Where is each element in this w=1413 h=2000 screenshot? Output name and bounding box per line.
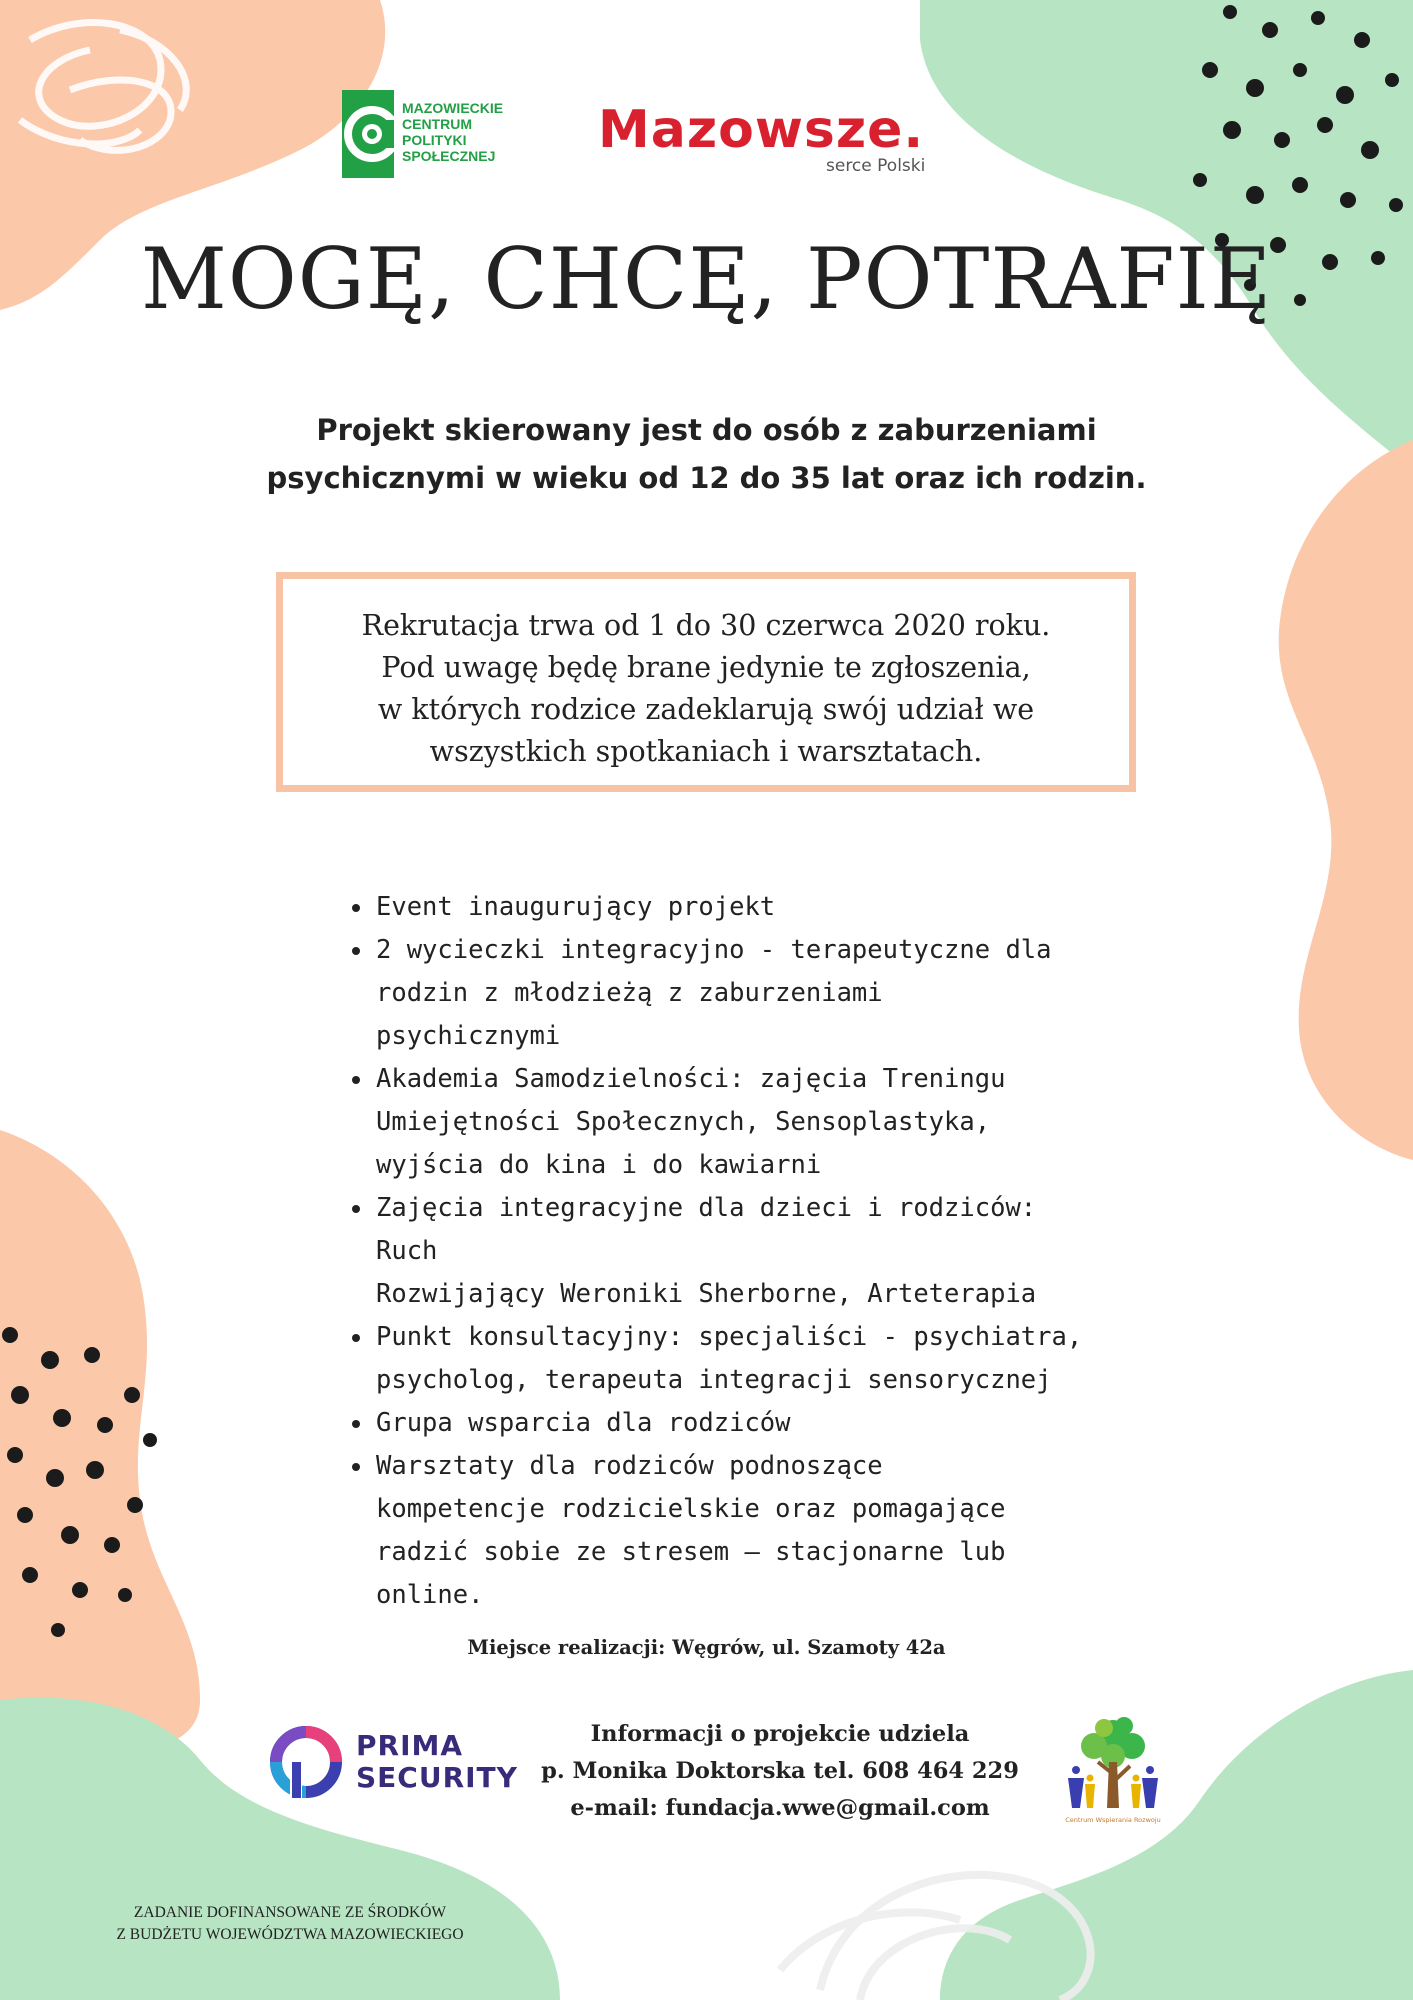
recruitment-line: Rekrutacja trwa od 1 do 30 czerwca 2020 roku. — [361, 609, 1051, 642]
project-description — [200, 406, 1213, 502]
list-item: Akademia Samodzielności: zajęcia Treningu Umiejętności Społecznych, Sensoplastyka, wyjścia do kina i do kawiarni — [348, 1058, 1108, 1187]
prima-p-icon — [266, 1722, 346, 1802]
contact-info — [520, 1716, 1040, 1827]
list-item: Punkt konsultacyjny: specjaliści - psychiatra, psycholog, terapeuta integracji sensorycznej — [348, 1316, 1108, 1402]
tree-icon — [1058, 1712, 1168, 1816]
recruitment-box — [276, 572, 1136, 792]
prima-security-logo — [266, 1722, 516, 1802]
peach-blob-left — [0, 1130, 200, 1760]
mcps-c-icon — [342, 90, 394, 178]
mcps-logo-mark — [342, 90, 394, 178]
mazowsze-logo-tagline: serce Polski — [826, 156, 926, 176]
funding-note — [60, 1902, 520, 1946]
location-info: Miejsce realizacji: Węgrów, ul. Szamoty 42a — [467, 1636, 946, 1659]
funding-line: ZADANIE DOFINANSOWANE ZE ŚRODKÓW — [133, 1904, 447, 1921]
list-item: Warsztaty dla rodziców podnoszące kompetencje rodzicielskie oraz pomagające radzić sobie ze stresem – stacjonarne lub online. — [348, 1445, 1108, 1617]
contact-line: p. Monika Doktorska tel. 608 464 229 — [541, 1758, 1019, 1784]
project-description-line: psychicznymi w wieku od 12 do 35 lat oraz ich rodzin. — [266, 461, 1147, 495]
mcps-logo-text: MAZOWIECKIE CENTRUM POLITYKI SPOŁECZNEJ — [402, 100, 504, 164]
project-description-line: Projekt skierowany jest do osób z zaburzeniami — [316, 413, 1097, 447]
contact-line: e-mail: fundacja.wwe@gmail.com — [570, 1795, 990, 1821]
poster-title: MOGĘ, CHCĘ, POTRAFIĘ — [140, 230, 1273, 328]
list-item: Event inaugurujący projekt — [348, 886, 1108, 929]
funding-line: Z BUDŻETU WOJEWÓDZTWA MAZOWIECKIEGO — [116, 1926, 464, 1943]
recruitment-line: w których rodzice zadeklarują swój udział we — [377, 693, 1035, 726]
mazowsze-logo — [598, 100, 958, 190]
recruitment-line: Pod uwagę będę brane jedynie te zgłoszenia, — [381, 651, 1031, 684]
list-item: 2 wycieczki integracyjno - terapeutyczne dla rodzin z młodzieżą z zaburzeniami psychicznymi — [348, 929, 1108, 1058]
mazowsze-logo-word: Mazowsze. — [598, 100, 925, 160]
cwr-logo — [1058, 1712, 1168, 1832]
contact-line: Informacji o projekcie udziela — [590, 1721, 970, 1747]
list-item: Zajęcia integracyjne dla dzieci i rodziców: Ruch Rozwijający Weroniki Sherborne, Arteterapia — [348, 1187, 1108, 1316]
peach-blob-right — [1279, 440, 1413, 1160]
list-item: Grupa wsparcia dla rodziców — [348, 1402, 1108, 1445]
cwr-logo-caption: Centrum Wspierania Rozwoju — [1065, 1816, 1161, 1824]
recruitment-line: wszystkich spotkaniach i warsztatach. — [429, 735, 983, 768]
mcps-logo — [342, 88, 522, 180]
activities-list — [348, 886, 1108, 1617]
prima-security-wordmark: PRIMA SECURITY — [356, 1729, 518, 1794]
